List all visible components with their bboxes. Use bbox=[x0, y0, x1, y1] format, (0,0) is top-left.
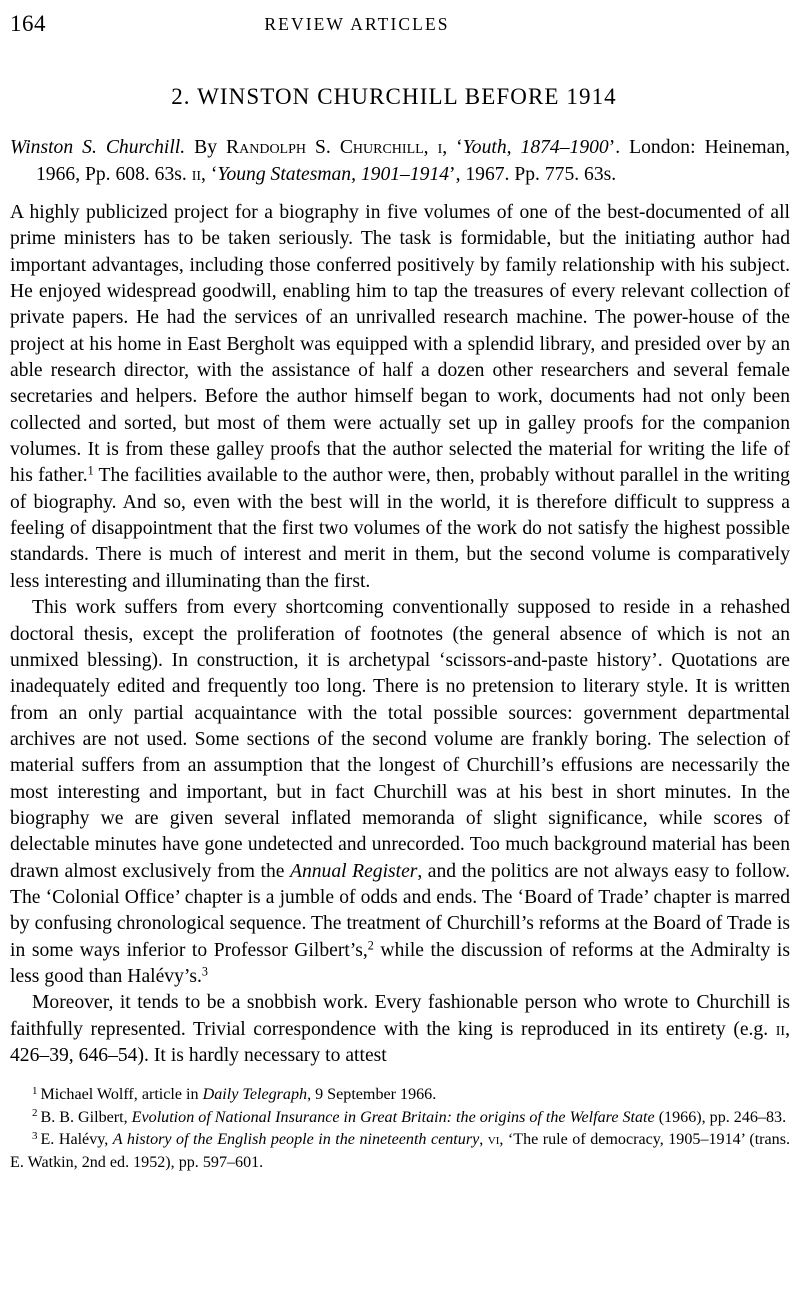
text-run: , bbox=[479, 1131, 488, 1149]
citation-volume-one-title: Youth, 1874–1900 bbox=[462, 137, 609, 158]
italic-title: Daily Telegraph bbox=[202, 1086, 308, 1104]
text-run: This work suffers from every shortcoming conventionally supposed to reside in a rehashed doctoral thesis, except the proliferation of footnotes (the general absence of which is not an unmixed blessing). In construction, it is archetypal ‘scissors-and-paste history’. Quotations are inadequately edited and frequently too long. There is no pretension to literary style. It is written from an only partial acquaintance with the total possible sources: government departmental archives are not used. Some sections of the second volume are frankly boring. The selection of material suffers from an assumption that the longest of Churchill’s effusions are necessarily the most interesting and important, but in fact Churchill was at his best in short minutes. In the biography we are given several inflated memoranda of slight significance, while scores of delectable minutes have gone undetected and unrecorded. Too much background material has been drawn almost exclusively from the bbox=[10, 597, 790, 882]
footnote-list bbox=[10, 1084, 790, 1174]
footnote-marker: 3 bbox=[32, 1129, 38, 1142]
body-paragraph bbox=[10, 595, 790, 990]
text-run: , 9 September 1966. bbox=[307, 1086, 437, 1104]
small-caps-numeral: ii bbox=[775, 1018, 786, 1040]
citation-work-title: Winston S. Churchill. bbox=[10, 137, 186, 158]
footnote-marker: 2 bbox=[32, 1107, 38, 1120]
footnote-item bbox=[10, 1107, 790, 1129]
footnote-item bbox=[10, 1084, 790, 1106]
article-body bbox=[10, 200, 790, 1069]
citation-volume-two-title: Young Statesman, 1901–1914 bbox=[217, 163, 450, 185]
footnote-reference: 3 bbox=[201, 964, 208, 979]
italic-title: Annual Register bbox=[290, 860, 418, 882]
text-run: A highly publicized project for a biography in five volumes of one of the best-documented of all prime ministers has to be taken seriously. The task is formidable, but the initiating author had important advantages, including those conferred positively by family relationship with his subject. He enjoyed widespread goodwill, enabling him to tap the treasures of every relevant collection of private papers. He had the services of an unrivalled research machine. The power-house of the project at his home in East Bergholt was equipped with a splendid library, and presided over by an able research director, with the assistance of half a dozen other researchers and several female secretaries and helpers. Before the author himself began to work, documents had not only been collected and sorted, but most of them were actually set up in galley proofs for the companion volumes. It is from these galley proofs that the author selected the material for writing the life of his father. bbox=[10, 202, 790, 487]
small-caps-numeral: vi bbox=[487, 1131, 500, 1149]
text-run: while the discussion of reforms at the Admiralty is less good than Halévy’s. bbox=[10, 939, 790, 987]
page-number: 164 bbox=[10, 11, 46, 36]
text-run: Michael Wolff, article in bbox=[40, 1086, 203, 1104]
citation-author: Randolph S. Churchill bbox=[226, 137, 424, 158]
page-content bbox=[10, 0, 790, 1174]
body-paragraph bbox=[10, 990, 790, 1069]
italic-title: Evolution of National Insurance in Great Britain: the origins of the Welfare State bbox=[131, 1108, 655, 1126]
text-run: The facilities available to the author were, then, probably without parallel in the writing of biography. And so, even with the best will in the world, it is therefore difficult to suppress a feeling of disappointment that the first two volumes of the work do not satisfy the highest possible standards. There is much of interest and merit in them, but the second volume is comparatively less interesting and illuminating than the first. bbox=[10, 465, 790, 592]
citation-volume-two: ii bbox=[191, 163, 202, 185]
footnote-reference: 2 bbox=[367, 938, 374, 953]
text-run: (1966), pp. 246–83. bbox=[654, 1108, 787, 1126]
book-citation: Winston S. Churchill. By Randolph S. Churchill, i, ‘Youth, 1874–1900’. London: Heineman, 1966, Pp. 608. 63s. ii, ‘Young Statesman, 1901–1914’, 1967. Pp. 775. 63s. bbox=[10, 137, 790, 185]
footnote-item bbox=[10, 1129, 790, 1174]
text-run: B. B. Gilbert, bbox=[40, 1108, 132, 1126]
citation-volume-one: i bbox=[437, 137, 443, 158]
italic-title: A history of the English people in the nineteenth century bbox=[112, 1131, 480, 1149]
text-run: , 426–39, 646–54). It is hardly necessary to attest bbox=[10, 1018, 790, 1066]
text-run: Moreover, it tends to be a snobbish work. Every fashionable person who wrote to Churchill is faithfully represented. Trivial correspondence with the king is reproduced in its entirety (e.g. bbox=[10, 992, 790, 1040]
footnote-marker: 1 bbox=[32, 1084, 38, 1097]
text-run: , and the politics are not always easy to follow. The ‘Colonial Office’ chapter is a jumble of odds and ends. The ‘Board of Trade’ chapter is marred by confusing chronological sequence. The treatment of Churchill’s reforms at the Board of Trade is in some ways inferior to Professor Gilbert’s, bbox=[10, 860, 790, 961]
body-paragraph bbox=[10, 200, 790, 595]
text-run: E. Halévy, bbox=[40, 1131, 113, 1149]
text-run: , ‘The rule of democracy, 1905–1914’ (trans. E. Watkin, 2nd ed. 1952), pp. 597–601. bbox=[10, 1131, 791, 1171]
footnote-reference: 1 bbox=[87, 464, 94, 479]
running-head bbox=[10, 12, 790, 58]
running-head-title: REVIEW ARTICLES bbox=[264, 14, 450, 34]
article-title: 2. WINSTON CHURCHILL BEFORE 1914 bbox=[171, 84, 617, 109]
